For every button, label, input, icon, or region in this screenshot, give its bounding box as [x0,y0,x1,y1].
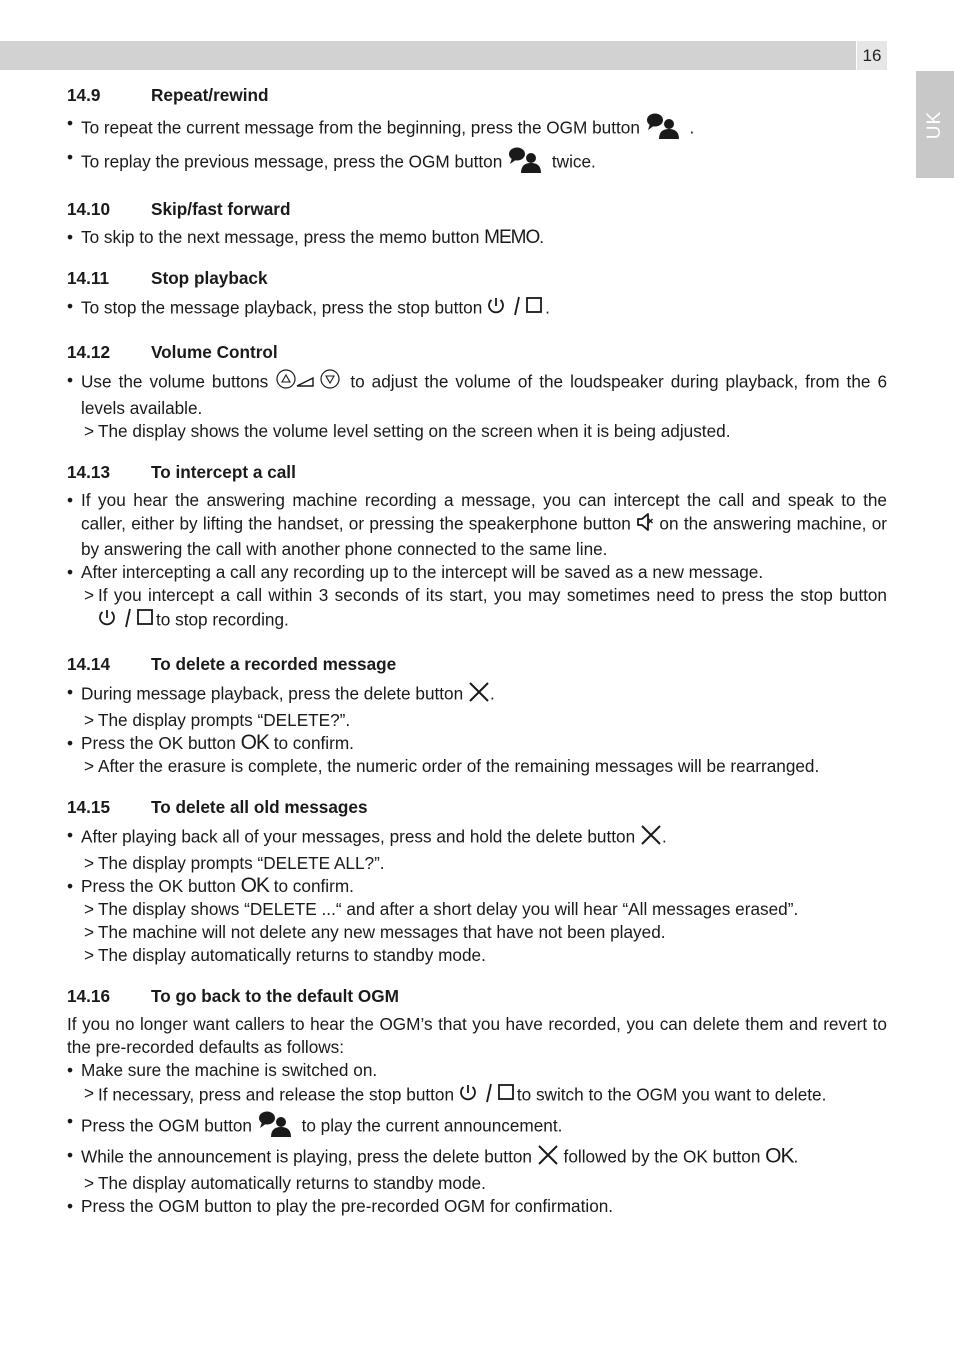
sub-item: > The display automatically returns to standby mode. [67,1172,887,1195]
sub-item: > The display shows the volume level setting on the screen when it is being adjusted. [67,420,887,443]
bullet-item: • Press the OK button OK to confirm. [67,875,887,898]
section-heading: 14.13 To intercept a call [67,462,296,482]
sub-item: > The machine will not delete any new messages that have not been played. [67,921,887,944]
section-heading: 14.12 Volume Control [67,342,278,362]
bullet-item: • Make sure the machine is switched on. [67,1059,887,1082]
ogm-button-icon [507,146,547,180]
bullet-item: • To replay the previous message, press the OGM button twice. [67,146,887,180]
ogm-button-icon [645,112,685,146]
section-heading: 14.9 Repeat/rewind [67,85,269,105]
ok-button-label: OK [240,731,269,754]
section-heading: 14.15 To delete all old messages [67,797,368,817]
power-stop-icon [459,1082,517,1110]
power-stop-icon [487,295,545,323]
section-14-12 [67,341,887,443]
bullet-item: • Use the volume buttons to adjust the volume of the loudspeaker during playback, from the 6 levels available. [67,369,887,420]
section-14-10 [67,198,887,249]
sub-item: > If necessary, press and release the stop button to switch to the OGM you want to delete. [67,1082,887,1110]
section-14-15 [67,796,887,967]
section-14-16 [67,985,887,1218]
bullet-item: • To repeat the current message from the beginning, press the OGM button . [67,112,887,146]
page-content [67,84,887,1218]
section-heading: 14.16 To go back to the default OGM [67,986,399,1006]
ok-button-label: OK [765,1144,794,1168]
bullet-item: • After intercepting a call any recording up to the intercept will be saved as a new message. [67,561,887,584]
bullet-item: • Press the OGM button to play the current announcement. [67,1110,887,1144]
section-heading: 14.14 To delete a recorded message [67,654,397,674]
header-bar [0,41,856,70]
bullet-item: • Press the OK button OK to confirm. [67,732,887,755]
paragraph: If you no longer want callers to hear the OGM’s that you have recorded, you can delete them and revert to the pre-recorded defaults as follows: [67,1014,887,1057]
section-heading: 14.11 Stop playback [67,268,268,288]
bullet-item: • After playing back all of your messages, press and hold the delete button . [67,824,887,852]
bullet-item: • To skip to the next message, press the memo button MEMO. [67,226,887,249]
language-tab-label: UK [924,110,945,139]
bullet-item: • During message playback, press the delete button . [67,681,887,709]
bullet-item: • Press the OGM button to play the pre-recorded OGM for confirmation. [67,1195,887,1218]
sub-item: > If you intercept a call within 3 seconds of its start, you may sometimes need to press the stop button to stop recording. [67,584,887,635]
sub-item: > After the erasure is complete, the numeric order of the remaining messages will be rearranged. [67,755,887,778]
delete-x-icon [468,681,490,709]
bullet-item: • If you hear the answering machine recording a message, you can intercept the call and speak to the caller, either by lifting the handset, or pressing the speakerphone button on the answering machine, or by answering the call with another phone connected to the same line. [67,489,887,561]
speakerphone-icon [636,512,654,538]
delete-x-icon [537,1144,559,1172]
section-14-11 [67,267,887,323]
section-14-14 [67,653,887,778]
power-stop-icon [98,607,156,635]
language-tab [916,71,954,178]
sub-item: > The display automatically returns to standby mode. [67,944,887,967]
memo-button-label: MEMO [484,227,540,248]
section-14-9 [67,84,887,180]
sub-item: > The display prompts “DELETE ALL?”. [67,852,887,875]
delete-x-icon [640,824,662,852]
bullet-item: • While the announcement is playing, press the delete button followed by the OK button OK. [67,1144,887,1172]
volume-buttons-icon [275,369,343,397]
section-14-13 [67,461,887,635]
ogm-button-icon [257,1110,297,1144]
ok-button-label: OK [240,874,269,897]
bullet-item: • To stop the message playback, press the stop button . [67,295,887,323]
sub-item: > The display prompts “DELETE?”. [67,709,887,732]
page-number: 16 [857,41,887,70]
section-heading: 14.10 Skip/fast forward [67,199,291,219]
sub-item: > The display shows “DELETE ...“ and after a short delay you will hear “All messages erased”. [67,898,887,921]
